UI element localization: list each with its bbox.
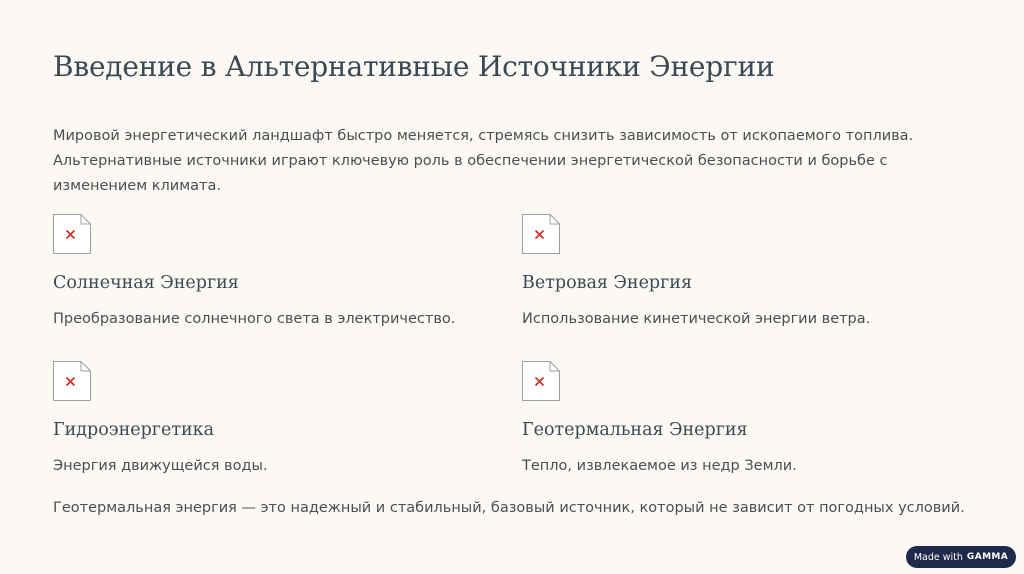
card-title: Солнечная Энергия	[53, 273, 239, 293]
badge-brand: GAMMA	[966, 552, 1009, 562]
broken-image-icon	[522, 214, 560, 254]
card-title: Ветровая Энергия	[522, 273, 693, 293]
card-description: Использование кинетической энергии ветра.	[522, 311, 871, 327]
card-description: Преобразование солнечного света в электричество.	[53, 311, 456, 327]
card-title: Гидроэнергетика	[53, 420, 215, 440]
broken-image-icon	[53, 214, 91, 254]
card-description: Тепло, извлекаемое из недр Земли.	[522, 458, 797, 474]
broken-image-icon	[53, 361, 91, 401]
footer-text: Геотермальная энергия — это надежный и стабильный, базовый источник, который не зависит от погодных условий.	[53, 500, 965, 516]
intro-text: Мировой энергетический ландшафт быстро меняется, стремясь снизить зависимость от ископаемого топлива. Альтернативные источники играют ключевую роль в обеспечении энергетической безопасности и борьбе с изменением климата.	[53, 128, 914, 194]
page-title: Введение в Альтернативные Источники Энергии	[53, 50, 775, 83]
made-with-gamma-badge[interactable]	[906, 546, 1016, 568]
badge-prefix: Made with	[913, 551, 963, 563]
card-title: Геотермальная Энергия	[522, 420, 748, 440]
broken-image-icon	[522, 361, 560, 401]
card-description: Энергия движущейся воды.	[53, 458, 268, 474]
